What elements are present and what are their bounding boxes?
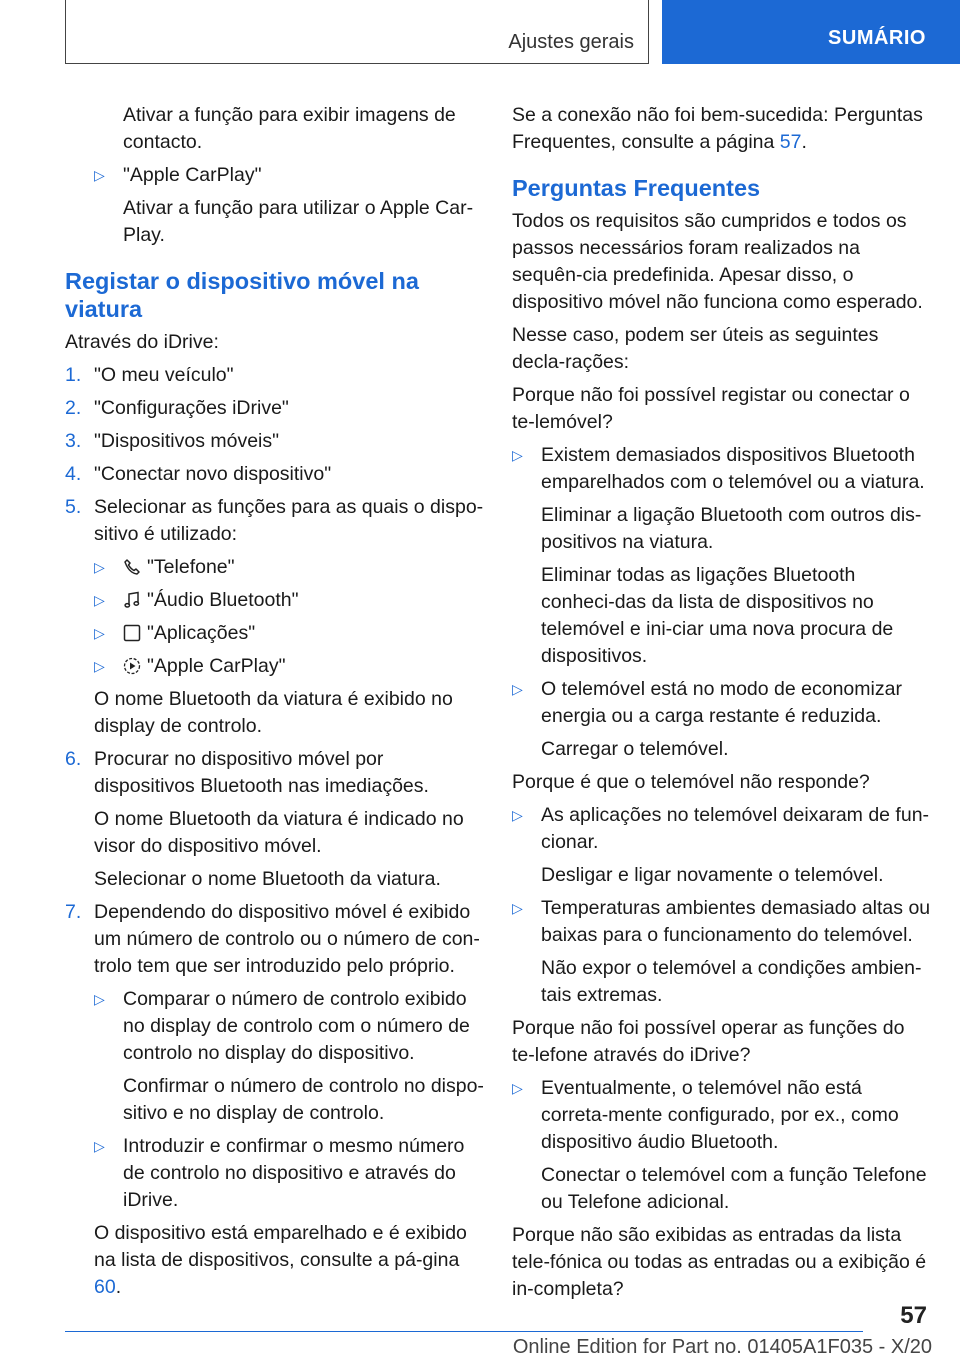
faq-note: Nesse caso, podem ser úteis as seguintes decla‐rações: bbox=[512, 324, 879, 373]
section-heading-register: Registar o dispositivo móvel na viatura bbox=[65, 268, 419, 322]
intro-text: Ativar a função para exibir imagens de contacto. bbox=[123, 104, 456, 153]
question-4: Porque não são exibidas as entradas da lista tele‐fónica ou todas as entradas ou a exibição é in‐completa? bbox=[512, 1224, 927, 1300]
apps-square-icon bbox=[123, 624, 141, 642]
q2-item-2-note-1: Não expor o telemóvel a condições ambien‐tais extremas. bbox=[541, 957, 922, 1006]
step-6: 6. Procurar no dispositivo móvel por dispositivos Bluetooth nas imediações. bbox=[65, 748, 429, 797]
q3-item-1-note-1: Conectar o telemóvel com a função Telefone ou Telefone adicional. bbox=[541, 1164, 927, 1213]
sub7-enter: ▷ Introduzir e confirmar o mesmo número de controlo no dispositivo e através do iDrive. bbox=[94, 1135, 465, 1211]
section-heading-faq: Perguntas Frequentes bbox=[512, 175, 761, 201]
section-title: Ajustes gerais bbox=[508, 31, 634, 53]
sub-aplicacoes: ▷ "Aplicações" bbox=[94, 622, 256, 644]
q1-item-2: ▷ O telemóvel está no modo de economizar energia ou a carga restante é reduzida. bbox=[512, 678, 902, 727]
via-idrive: Através do iDrive: bbox=[65, 331, 219, 353]
carplay-desc: Ativar a função para utilizar o Apple Car‐Play. bbox=[123, 197, 474, 246]
bullet-marker: ▷ bbox=[94, 167, 105, 183]
step5-note: O nome Bluetooth da viatura é exibido no display de controlo. bbox=[94, 688, 453, 737]
play-circle-icon bbox=[123, 657, 141, 675]
right-column bbox=[512, 102, 932, 1309]
footer-divider bbox=[65, 1331, 863, 1332]
q1-item-1-note-2: Eliminar todas as ligações Bluetooth conheci‐das da lista de dispositivos no telemóvel e ini‐ciar uma nova procura de dispositivos. bbox=[541, 564, 894, 667]
step-3: 3. "Dispositivos móveis" bbox=[65, 430, 280, 452]
q2-item-2: ▷ Temperaturas ambientes demasiado altas ou baixas para o funcionamento do telemóvel. bbox=[512, 897, 931, 946]
sub-apple-carplay: ▷ "Apple CarPlay" bbox=[94, 655, 286, 677]
step-1: 1. "O meu veículo" bbox=[65, 364, 234, 386]
left-column bbox=[65, 102, 485, 1307]
bullet-carplay: ▷ "Apple CarPlay" bbox=[94, 162, 485, 189]
step-5: 5. Selecionar as funções para as quais o dispo‐sitivo é utilizado: bbox=[65, 496, 484, 545]
q3-item-1: ▷ Eventualmente, o telemóvel não está correta‐mente configurado, por ex., como dispositivo áudio Bluetooth. bbox=[512, 1077, 899, 1153]
footer-edition: Online Edition for Part no. 01405A1F035 - X/20 bbox=[512, 1336, 932, 1358]
q2-item-1: ▷ As aplicações no telemóvel deixaram de fun‐cionar. bbox=[512, 804, 930, 853]
step-4: 4. "Conectar novo dispositivo" bbox=[65, 463, 332, 485]
connection-failed-text: Se a conexão não foi bem-sucedida: Perguntas Frequentes, consulte a página 57. bbox=[512, 104, 923, 153]
phone-icon bbox=[123, 558, 141, 576]
q2-item-1-note-1: Desligar e ligar novamente o telemóvel. bbox=[541, 864, 884, 886]
sub7-compare: ▷ Comparar o número de controlo exibido no display de controlo com o número de controlo no display do dispositivo. bbox=[94, 988, 470, 1064]
music-note-icon bbox=[123, 591, 141, 609]
q1-item-1: ▷ Existem demasiados dispositivos Bluetooth emparelhados com o telemóvel ou a viatura. bbox=[512, 444, 925, 493]
section-title-box bbox=[65, 0, 649, 64]
page-number: 57 bbox=[900, 1302, 927, 1329]
sub-audio-bluetooth: ▷ "Áudio Bluetooth" bbox=[94, 589, 299, 611]
q1-item-1-note-1: Eliminar a ligação Bluetooth com outros dis‐positivos na viatura. bbox=[541, 504, 922, 553]
step6-note-1: O nome Bluetooth da viatura é indicado no visor do dispositivo móvel. bbox=[94, 808, 464, 857]
step-7: 7. Dependendo do dispositivo móvel é exibido um número de controlo ou o número de con‐trolo tem que ser introduzido pelo próprio. bbox=[65, 901, 480, 977]
sub-telefone: ▷ "Telefone" bbox=[94, 556, 235, 578]
faq-intro: Todos os requisitos são cumpridos e todos os passos necessários foram realizados na sequên‐cia predefinida. Apesar disso, o dispositivo móvel não funciona como esperado. bbox=[512, 210, 923, 313]
summary-button[interactable]: SUMÁRIO bbox=[662, 0, 960, 64]
page-link-57[interactable]: 57 bbox=[779, 131, 802, 153]
paired-text: O dispositivo está emparelhado e é exibido na lista de dispositivos, consulte a pá‐gina 60. bbox=[94, 1222, 467, 1298]
question-1: Porque não foi possível registar ou conectar o te‐lemóvel? bbox=[512, 384, 910, 433]
question-2: Porque é que o telemóvel não responde? bbox=[512, 771, 870, 793]
step6-note-2: Selecionar o nome Bluetooth da viatura. bbox=[94, 868, 441, 890]
question-3: Porque não foi possível operar as funções do te‐lefone através do iDrive? bbox=[512, 1017, 905, 1066]
page-link-60[interactable]: 60 bbox=[94, 1276, 116, 1298]
page-header bbox=[0, 0, 960, 66]
sub7-compare-note: Confirmar o número de controlo no dispo‐sitivo e no display de controlo. bbox=[123, 1075, 484, 1124]
q1-item-2-note-1: Carregar o telemóvel. bbox=[541, 738, 729, 760]
step-2: 2. "Configurações iDrive" bbox=[65, 397, 289, 419]
